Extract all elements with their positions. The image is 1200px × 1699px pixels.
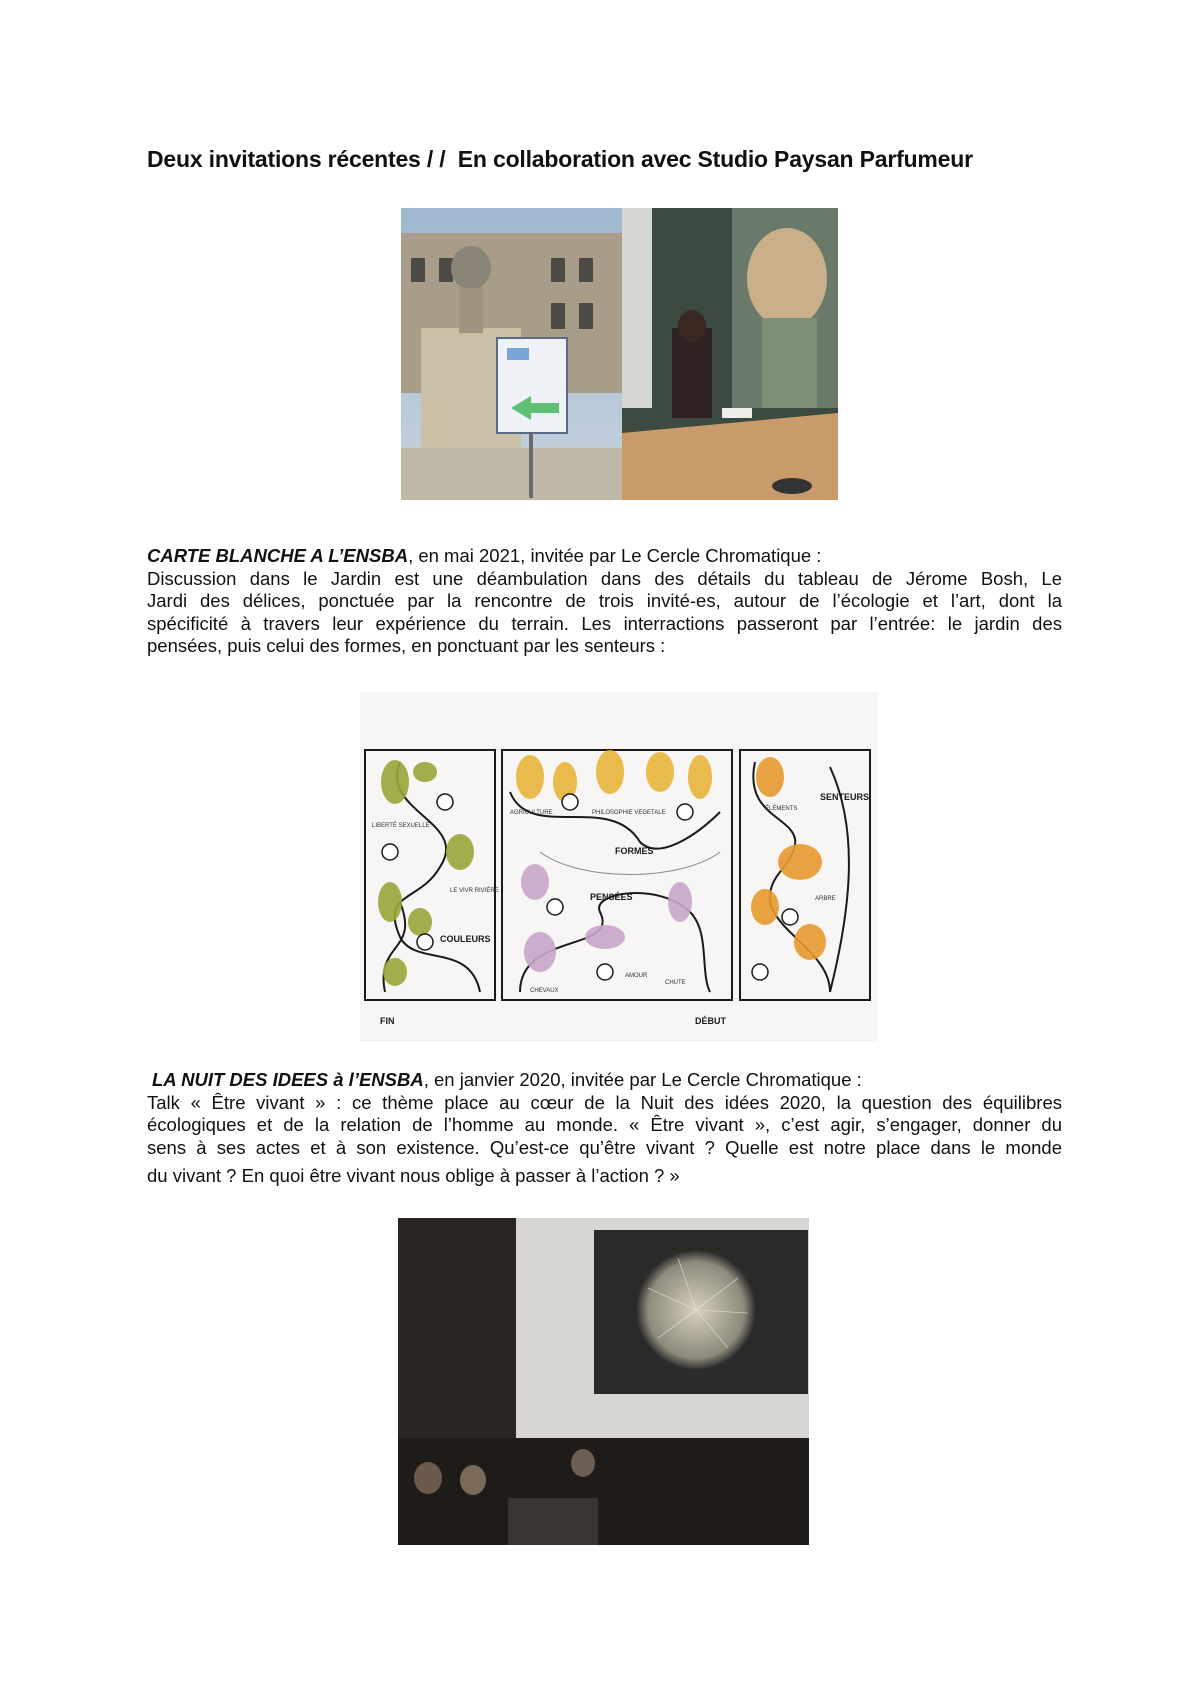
carte-blanche-line-2: Jardi des délices, ponctuée par la rencontre de trois invité-es, autour de l’écologie et l’art, dont la: [147, 590, 1062, 611]
nuit-line-2: écologiques et de la relation de l’homme au monde. « Être vivant », c’est agir, s’engager, donner du: [147, 1114, 1062, 1135]
carte-blanche-heading: CARTE BLANCHE A L’ENSBA: [147, 545, 409, 566]
label-couleurs: COULEURS: [440, 934, 491, 944]
talk-image: [398, 1218, 809, 1545]
page-title: Deux invitations récentes / / En collaboration avec Studio Paysan Parfumeur: [147, 146, 973, 172]
label-debut: DÉBUT: [695, 1016, 726, 1026]
label-riviere: LE VIVR RIVIÈRE: [450, 888, 499, 894]
label-elements: ÉLÉMENTS: [765, 806, 798, 812]
label-fin: FIN: [380, 1016, 395, 1026]
photo-lecture-room: [622, 208, 838, 500]
carte-blanche-line-1: Discussion dans le Jardin est une déambulation dans des détails du tableau de Jérome Bosh, Le: [147, 567, 1062, 589]
carte-blanche-intro: , en mai 2021, invitée par Le Cercle Chromatique :: [408, 545, 822, 566]
carte-blanche-line-4: pensées, puis celui des formes, en ponctuant par les senteurs :: [147, 635, 666, 656]
garden-diagram-drawing: [360, 692, 878, 1042]
label-arbre: ARBRE: [815, 896, 836, 902]
label-formes: FORMES: [615, 846, 654, 856]
label-chute: CHUTE: [665, 980, 686, 986]
nuit-line-3: sens à ses actes et à son existence. Qu’est-ce qu’être vivant ? Quelle est notre place dans le monde: [147, 1136, 1062, 1158]
carte-blanche-line-3: spécificité à travers leur expérience du terrain. Les interractions passeront par l’entrée: le jardin des: [147, 612, 1062, 634]
garden-diagram: [360, 692, 878, 1042]
label-agriculture: AGRICULTURE: [510, 810, 553, 816]
section-nuit-des-idees: [147, 1069, 1062, 1188]
nuit-line-1: Talk « Être vivant » : ce thème place au cœur de la Nuit des idées 2020, la question des équilibres: [147, 1091, 1062, 1113]
nuit-des-idees-heading: LA NUIT DES IDEES à l’ENSBA: [152, 1069, 424, 1090]
label-philosophie: PHILOSOPHIE VEGETALE: [592, 810, 666, 816]
photo-ensba-courtyard: [401, 208, 622, 500]
label-pensees: PENSÉES: [590, 892, 633, 902]
label-senteurs: SENTEURS: [820, 792, 870, 802]
section-carte-blanche: [147, 545, 1062, 658]
label-cheval: CHEVAUX: [530, 988, 559, 994]
label-amour: AMOUR: [625, 973, 648, 979]
label-nature: LIBERTÉ SEXUELLE: [372, 823, 430, 829]
photo-talk: [398, 1218, 809, 1545]
nuit-des-idees-intro: , en janvier 2020, invitée par Le Cercle Chromatique :: [423, 1069, 862, 1090]
courtyard-image: [401, 208, 622, 500]
nuit-line-4: du vivant ? En quoi être vivant nous oblige à passer à l’action ? »: [147, 1165, 680, 1186]
lecture-image: [622, 208, 838, 500]
